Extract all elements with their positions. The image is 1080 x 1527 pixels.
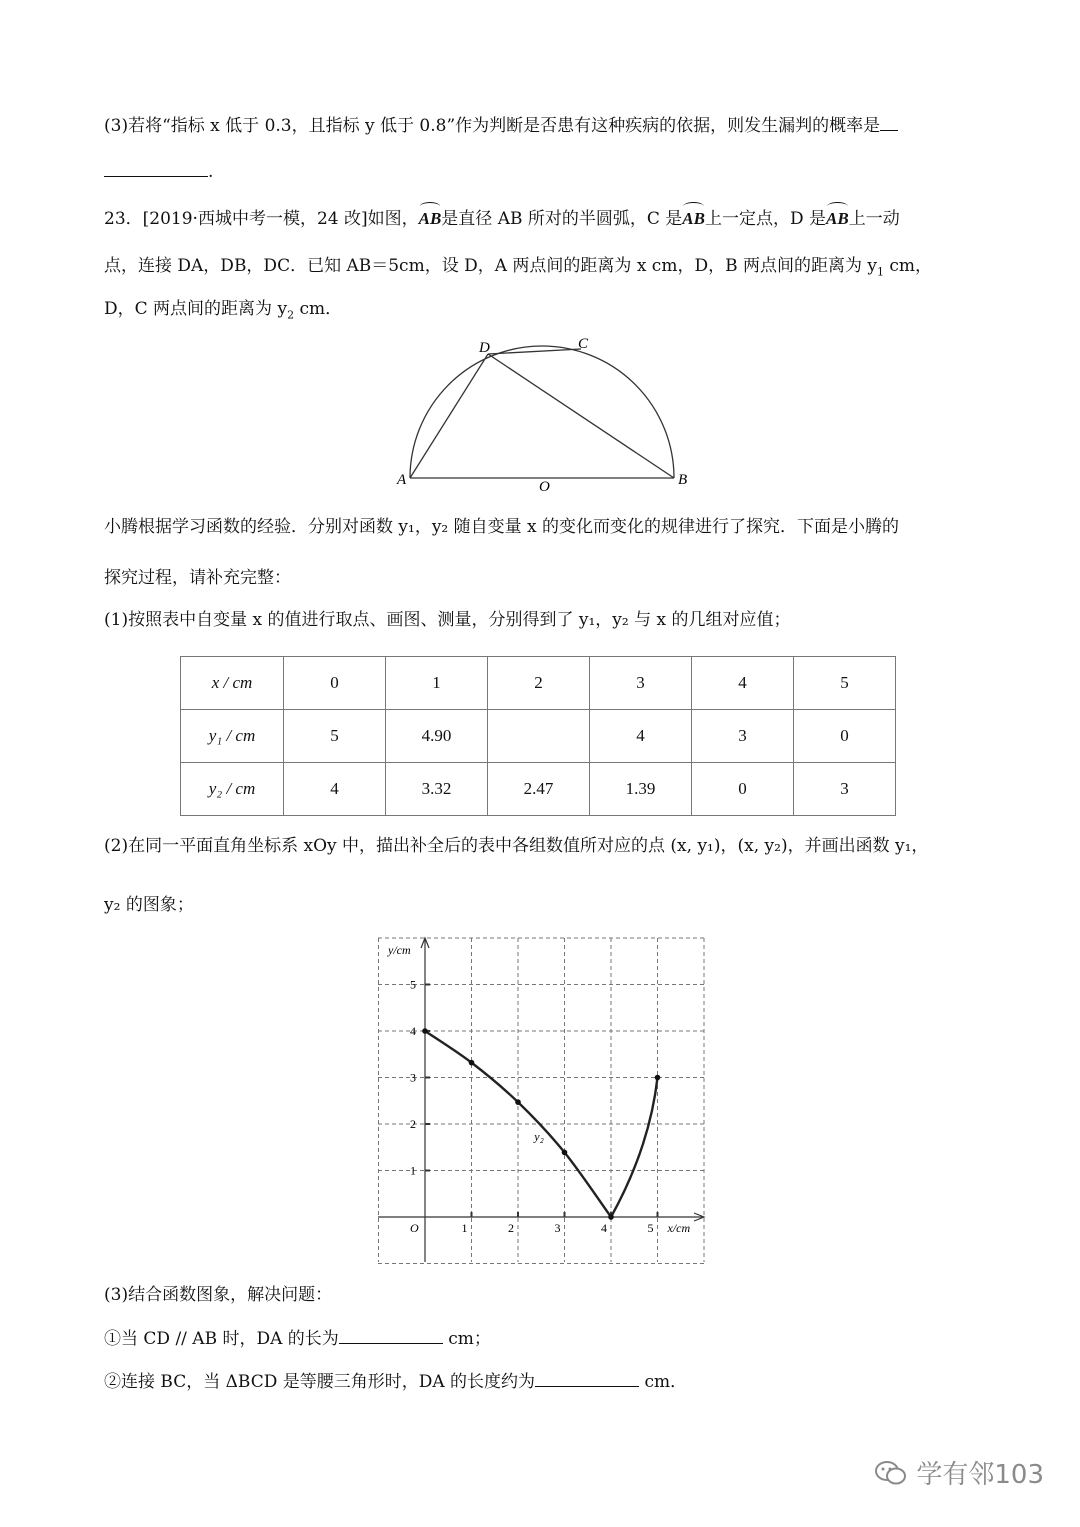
- table-cell: 4: [692, 657, 794, 710]
- answer-blank-q1[interactable]: [339, 1325, 443, 1344]
- wechat-icon: [874, 1459, 908, 1487]
- table-cell: 2: [488, 657, 590, 710]
- table-cell: 1: [386, 657, 488, 710]
- table-cell: 5: [284, 710, 386, 763]
- answer-blank[interactable]: [104, 158, 208, 177]
- x-tick-label: 5: [647, 1221, 654, 1235]
- table-header-y2: y₂ / cm: [181, 763, 284, 816]
- intro-line2: 探究过程，请补充完整：: [104, 568, 291, 588]
- y-tick-label: 5: [410, 977, 416, 992]
- function-graph: [374, 934, 708, 1266]
- part2-line2: y₂ 的图象；: [104, 895, 194, 915]
- x-tick-label: 1: [461, 1221, 468, 1235]
- table-cell: 5: [794, 657, 896, 710]
- part3-q1: ①当 CD // AB 时，DA 的长为 cm；: [104, 1325, 491, 1351]
- part2-line1: (2)在同一平面直角坐标系 xOy 中，描出补全后的表中各组数值所对应的点 (x, y₁)，(x, y₂)，并画出函数 y₁，: [104, 836, 929, 856]
- table-header-x: x / cm: [181, 657, 284, 710]
- table-cell: 2.47: [488, 763, 590, 816]
- y-tick-label: 3: [410, 1070, 416, 1085]
- semicircle-arc: [410, 346, 674, 478]
- x-tick-label: 2: [508, 1221, 514, 1235]
- data-point-y2: [515, 1099, 521, 1105]
- data-point-y2: [608, 1214, 614, 1220]
- data-point-y2: [422, 1028, 428, 1034]
- answer-blank[interactable]: [880, 112, 898, 131]
- table-cell: 3.32: [386, 763, 488, 816]
- table-row-y2: [181, 763, 896, 816]
- intro-line1: 小腾根据学习函数的经验．分别对函数 y₁，y₂ 随自变量 x 的变化而变化的规律进行了探究．下面是小腾的: [104, 517, 900, 537]
- table-cell: 3: [794, 763, 896, 816]
- part3-title: (3)结合函数图象，解决问题：: [104, 1285, 333, 1305]
- tick-labels: [387, 943, 690, 1235]
- x-axis-label: x/cm: [667, 1221, 691, 1235]
- table-cell: 0: [794, 710, 896, 763]
- problem-23-line3: D，C 两点间的距离为 $y_2$ cm．: [104, 299, 343, 322]
- data-point-y2: [469, 1060, 475, 1066]
- arc-ab: AB: [419, 207, 442, 231]
- label-d: D: [479, 340, 490, 356]
- data-point-y2: [655, 1075, 661, 1081]
- table-cell: 0: [692, 763, 794, 816]
- values-table: [180, 656, 896, 816]
- table-cell: 4: [590, 710, 692, 763]
- part1-text: (1)按照表中自变量 x 的值进行取点、画图、测量，分别得到了 y₁，y₂ 与 x 的几组对应值；: [104, 610, 791, 630]
- y-tick-label: 1: [410, 1163, 416, 1178]
- label-b: B: [678, 472, 688, 488]
- table-cell: 1.39: [590, 763, 692, 816]
- series-line-y2-ascending: [611, 1078, 658, 1218]
- arc-ab: AB: [826, 207, 849, 231]
- segment-da: [410, 354, 488, 478]
- table-row-y1: [181, 710, 896, 763]
- x-tick-label: 4: [601, 1221, 607, 1235]
- answer-blank-q2[interactable]: [535, 1368, 639, 1387]
- origin-label: O: [410, 1221, 419, 1235]
- segment-dc: [488, 349, 581, 354]
- label-o: O: [539, 479, 550, 495]
- prev-q3-line2: .: [104, 158, 213, 184]
- table-cell: 4.90: [386, 710, 488, 763]
- arc-ab: AB: [682, 207, 705, 231]
- x-tick-label: 3: [554, 1221, 561, 1235]
- series-label-y2: y₂: [534, 1129, 544, 1144]
- problem-23-line1: 23．[2019·西城中考一模，24 改]如图，AB是直径 AB 所对的半圆弧，C 是AB上一定点，D 是AB上一动: [104, 209, 900, 229]
- table-cell: 4: [284, 763, 386, 816]
- problem-23-line2: 点，连接 DA，DB，DC．已知 AB＝5cm，设 D，A 两点间的距离为 x cm，D，B 两点间的距离为 $y_1$ cm，: [104, 256, 933, 279]
- table-cell: 0: [284, 657, 386, 710]
- y-tick-label: 4: [410, 1024, 416, 1038]
- segment-db: [488, 354, 674, 478]
- prev-q3-line: (3)若将“指标 x 低于 0.3，且指标 y 低于 0.8”作为判断是否患有这种疾病的依据，则发生漏判的概率是: [104, 112, 898, 138]
- y-axis-label: y/cm: [388, 943, 411, 957]
- table-cell: 3: [590, 657, 692, 710]
- part3-q2: ②连接 BC，当 ΔBCD 是等腰三角形时，DA 的长度约为 cm．: [104, 1368, 687, 1394]
- table-cell-blank[interactable]: [488, 710, 590, 763]
- data-point-y2: [562, 1150, 568, 1156]
- watermark: 学有邻103: [874, 1454, 1044, 1491]
- semicircle-figure: [390, 330, 700, 495]
- table-row-x: [181, 657, 896, 710]
- table-cell: 3: [692, 710, 794, 763]
- y-tick-label: 2: [410, 1117, 416, 1131]
- label-a: A: [397, 472, 407, 488]
- table-header-y1: y₁ / cm: [181, 710, 284, 763]
- label-c: C: [578, 336, 589, 352]
